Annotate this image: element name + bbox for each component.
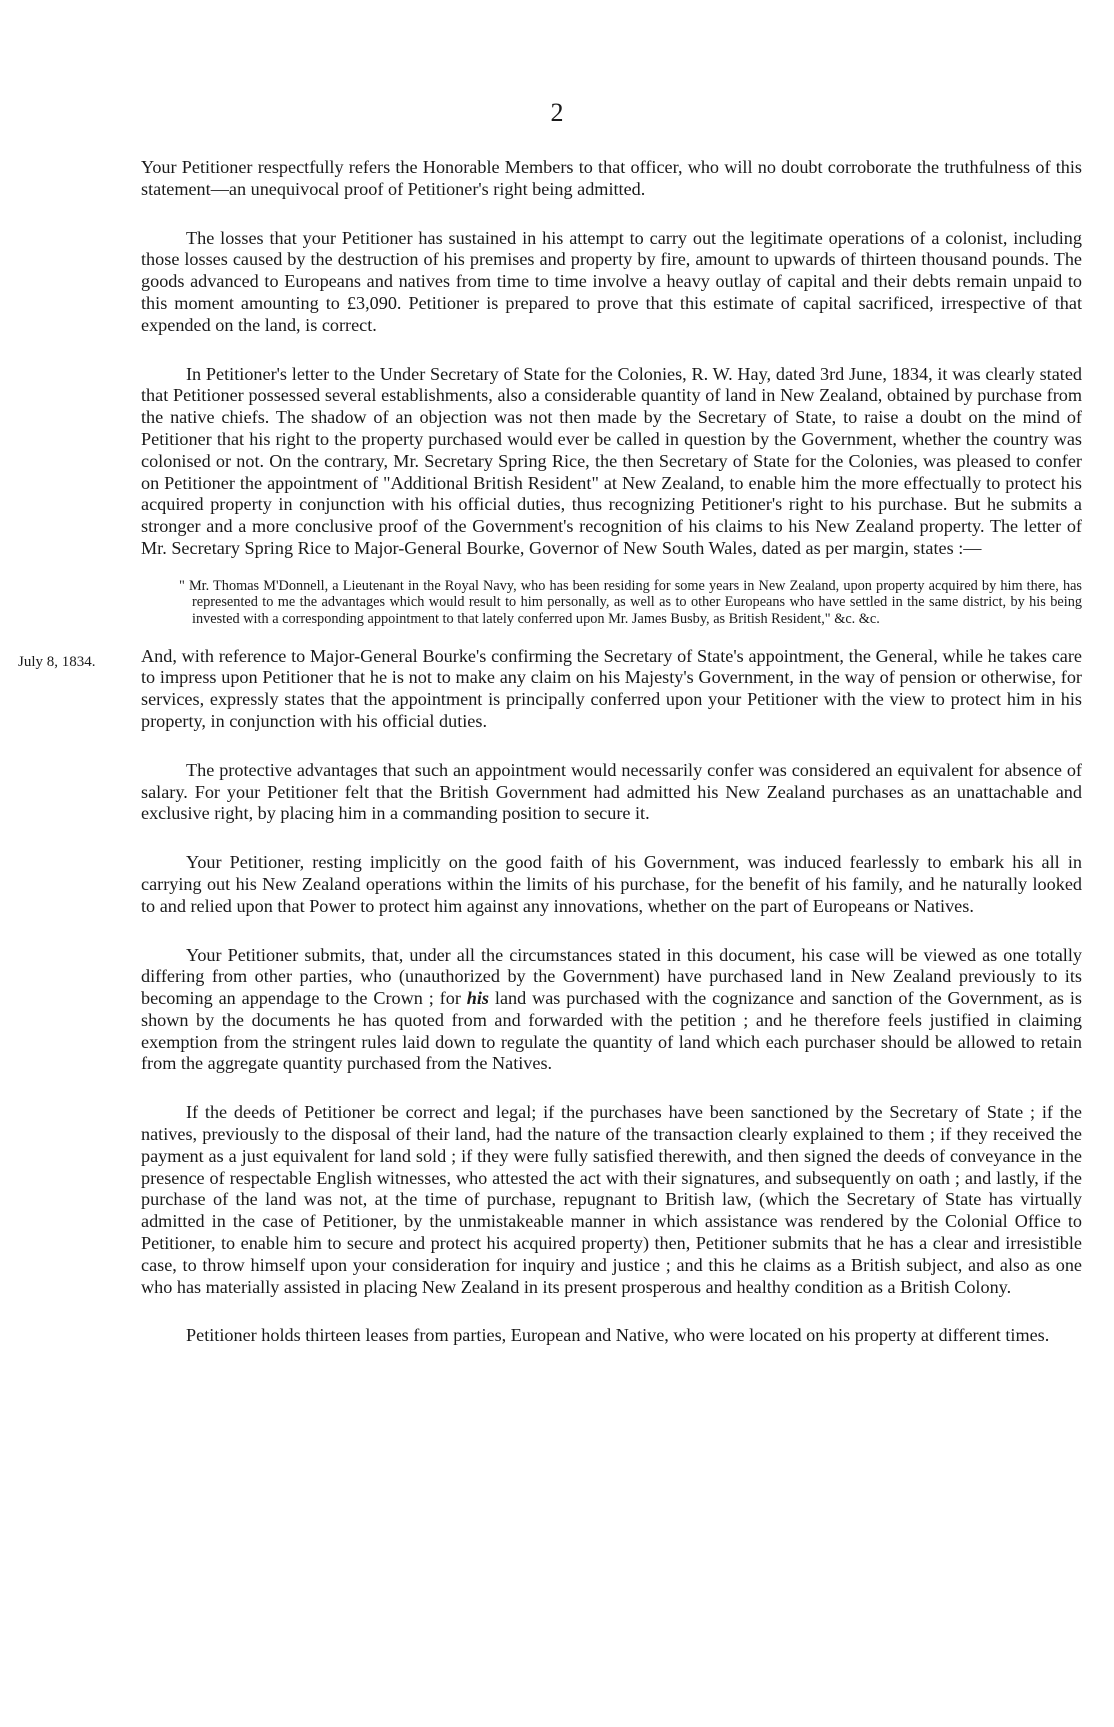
margin-note-date: July 8, 1834. xyxy=(18,654,96,670)
paragraph-deeds: If the deeds of Petitioner be correct and legal; if the purchases have been sanctioned by the Secretary of State ; if the natives, previously to the disposal of their land, had the nature of the transaction clearly explained to them ; if they received the payment as a just equivalent for land sold ; if they were fully satisfied therewith, and then signed the deeds of conveyance in the presence of respectable English witnesses, who attested the act with their signatures, and subsequently on oath ; and lastly, if the purchase of the land was not, at the time of purchase, repugnant to British law, (which the Secretary of State has virtually admitted in the case of Petitioner, by the unmistakeable manner in which assistance was rendered by the Colonial Office to Petitioner, to enable him to secure and protect his acquired property) then, Petitioner submits that he has a clear and irresistible case, to throw himself upon your consideration for inquiry and justice ; and this he claims as a British subject, and also as one who has materially assisted in placing New Zealand in its present prosperous and healthy condition as a British Colony. xyxy=(141,1102,1082,1297)
paragraph-leases: Petitioner holds thirteen leases from parties, European and Native, who were located on his property at different times. xyxy=(186,1325,1050,1346)
paragraph-losses: The losses that your Petitioner has sustained in his attempt to carry out the legitimate operations of a colonist, including those losses caused by the destruction of his premises and property by fire, amount to upwards of thirteen thousand pounds. The goods advanced to Europeans and natives from time to time involve a heavy outlay of capital and their debts remain unpaid to this moment amounting to £3,090. Petitioner is prepared to prove that this estimate of capital sacrificed, irrespective of that expended on the land, is correct. xyxy=(141,227,1082,335)
submission-text-before: Your Petitioner submits, that, under all the circumstances stated in this document, his case will be viewed as one totally differing from other parties, who (unauthorized by the Government) have purchased land in New Zealand previously to its becoming an appendage to the Crown ; for xyxy=(141,944,1082,1009)
paragraph-letter: In Petitioner's letter to the Under Secretary of State for the Colonies, R. W. Hay, dated 3rd June, 1834, it was clearly stated that Petitioner possessed several establishments, also a considerable quantity of land in New Zealand, obtained by purchase from the native chiefs. The shadow of an objection was not then made by the Secretary of State, to raise a doubt on the mind of Petitioner that his right to the property purchased would ever be called in question by the Government, whether the country was colonised or not. On the contrary, Mr. Secretary Spring Rice, the then Secretary of State for the Colonies, was pleased to confer on Petitioner the appointment of "Additional British Resident" at New Zealand, to enable him the more effectually to protect his acquired property in conjunction with his official duties, thus recognizing Petitioner's right to his purchase. But he submits a stronger and a more conclusive proof of the Government's recognition of his claims to his New Zealand property. The letter of Mr. Secretary Spring Rice to Major-General Bourke, Governor of New South Wales, dated as per margin, states :— xyxy=(141,363,1082,558)
page-number: 2 xyxy=(550,98,564,127)
submission-text-after: land was purchased with the cognizance and sanction of the Government, as is shown by the documents he has quoted from and forwarded with the petition ; and he therefore feels justified in claiming exemption from the stringent rules laid down to regulate the quantity of land which each purchaser should be allowed to retain from the aggregate quantity purchased from the Natives. xyxy=(141,988,1082,1074)
submission-emphasis: his xyxy=(466,988,490,1009)
paragraph-protective-advantages: The protective advantages that such an appointment would necessarily confer was considered an equivalent for absence of salary. For your Petitioner felt that the British Government had admitted his New Zealand purchases as an unattachable and exclusive right, by placing him in a commanding position to secure it. xyxy=(141,759,1082,824)
paragraph-submission xyxy=(141,945,1082,1076)
document-body xyxy=(141,157,1082,1374)
quoted-letter: " Mr. Thomas M'Donnell, a Lieutenant in the Royal Navy, who has been residing for some years in New Zealand, upon property acquired by him there, has represented to me the advantages which would result to him personally, as well as to other Europeans who have settled in the same district, by his being invested with a corresponding appointment to that lately conferred upon Mr. James Busby, as British Resident," &c. &c. xyxy=(179,577,1082,627)
paragraph-good-faith: Your Petitioner, resting implicitly on the good faith of his Government, was induced fearlessly to embark his all in carrying out his New Zealand operations within the limits of his purchase, for the benefit of his family, and he naturally looked to and relied upon that Power to protect him against any innovations, whether on the part of Europeans or Natives. xyxy=(141,852,1082,916)
paragraph-corroboration: Your Petitioner respectfully refers the Honorable Members to that officer, who will no doubt corroborate the truthfulness of this statement—an unequivocal proof of Petitioner's right being admitted. xyxy=(141,157,1082,199)
paragraph-bourke: And, with reference to Major-General Bourke's confirming the Secretary of State's appointment, the General, while he takes care to impress upon Petitioner that he is not to make any claim on his Majesty's Government, in the way of pension or otherwise, for services, expressly states that the appointment is principally conferred upon your Petitioner with the view to protect him in his property, in conjunction with his official duties. xyxy=(141,645,1082,731)
